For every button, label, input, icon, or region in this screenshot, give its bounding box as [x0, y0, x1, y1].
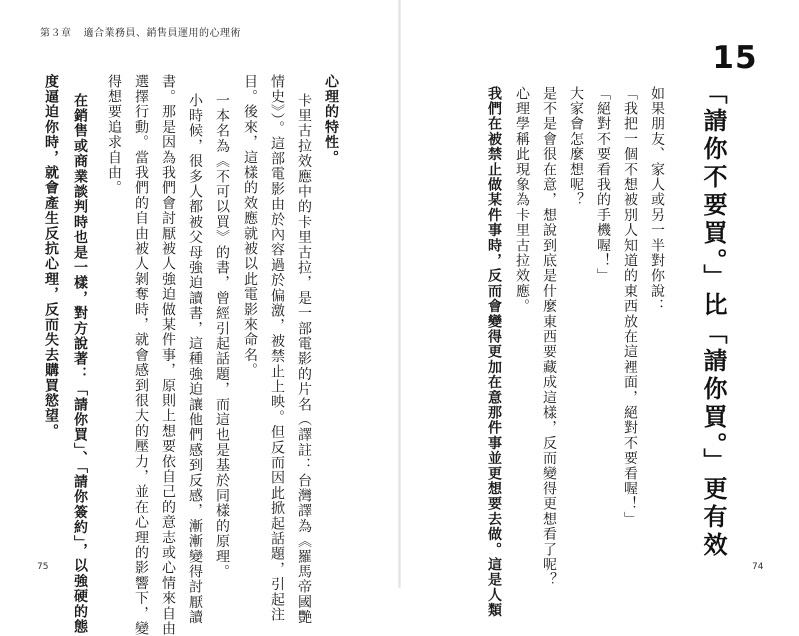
body-column-5: 一本名為《不可以買》的書，曾經引起話題，而這也是基於同樣的原理。	[214, 93, 230, 580]
left-page	[0, 0, 399, 636]
body-column-2: 卡里古拉效應中的卡里古拉，是一部電影的片名（譯註：台灣譯為《羅馬帝國艷	[296, 93, 312, 625]
body-column-1: 心理的特性。	[323, 74, 339, 166]
body-column-6: 心理學稱此現象為卡里古拉效應。	[514, 86, 530, 314]
section-number: 15	[712, 40, 758, 76]
running-head	[40, 24, 241, 39]
body-column-6: 小時候，很多人都被父母強迫讀書，這種強迫讓他們感到反感，漸漸變得討厭讀	[187, 93, 203, 625]
body-column-8: 選擇行動。當我們的自由被人剝奪時，就會感到很大的壓力，並在心理的影響下，變	[133, 74, 149, 636]
body-column-2: 「我把一個不想被別人知道的東西放在這裡面，絕對不要看喔！」	[622, 86, 638, 527]
body-column-5: 是不是會很在意，想說到底是什麼東西要藏成這樣，反而變得更想看了呢？	[541, 86, 557, 588]
body-column-10: 在銷售或商業談判時也是一樣，對方說著：「請你買」、「請你簽約」，以強硬的態	[72, 93, 88, 635]
section-title: 「請你不要買。」比「請你買。」更有效	[699, 80, 727, 560]
body-column-3: 情史》）。這部電影由於內容過於偏激，被禁止上映。但反而因此掀起話題，引起注	[269, 74, 285, 623]
body-column-4: 大家會怎麼想呢？	[568, 86, 584, 208]
page-number: 75	[37, 562, 49, 572]
body-column-9: 得想要追求自由。	[106, 74, 122, 196]
body-column-7: 書。那是因為我們會討厭被人強迫做某件事，原則上想要依自己的意志或心情來自由	[160, 74, 176, 636]
chapter-title: 適合業務員、銷售員運用的心理術	[83, 28, 241, 39]
body-column-4: 目。後來，這樣的效應就被以此電影來命名。	[242, 74, 258, 378]
body-column-1: 如果朋友、家人或另一半對你說：	[649, 86, 665, 314]
body-column-3: 「絕對不要看我的手機喔！」	[595, 86, 611, 284]
page-number: 74	[752, 562, 764, 572]
body-column-7: 我們在被禁止做某件事時，反而會變得更加在意那件事並更想要去做。這是人類	[486, 86, 502, 618]
chapter-number: 第３章	[40, 28, 72, 39]
right-page	[400, 0, 799, 618]
body-column-11: 度逼迫你時，就會產生反抗心理，反而失去購買慾望。	[43, 74, 59, 439]
